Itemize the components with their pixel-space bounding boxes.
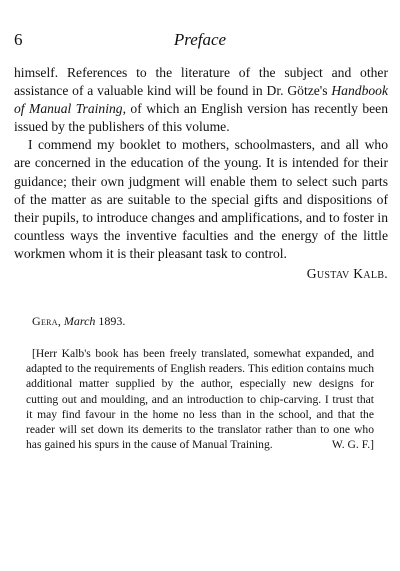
dateline-year: 1893. [95,314,126,328]
preface-body [14,64,388,283]
running-header [14,30,386,50]
author-signature: Gustav Kalb. [306,266,388,282]
paragraph-text-part: , of which an English version has recently been issued by the publishers of this volume. [14,101,389,135]
dateline-month: March [63,314,96,328]
translator-initials: W. G. F.] [331,438,374,452]
paragraph-text-part: himself. References to the literature of the subject and other assistance of a valuable kind will be found in Dr. Götze's [14,65,388,99]
translator-note-text: [Herr Kalb's book has been freely translated, somewhat expanded, and adapted to the requirements of English readers. This edition contains much additional matter supplied by the author, especially new designs for cutting out and moulding, and an introduction to chip-carving. I trust that it may find favour in the home no less than in the school, and that the reader will set down its demerits to the translator rather than to one who has gained his spurs in the cause of Manual Training. [26,347,374,452]
running-title: Preface [173,30,227,49]
translator-note [26,346,374,452]
dateline [32,314,125,329]
book-title-italic: Handbook of Manual Training [14,83,388,117]
dateline-separator: , [57,314,64,328]
page-number: 6 [14,30,23,49]
dateline-place: Gera [32,314,58,328]
paragraph-continuation [14,64,388,136]
paragraph-commendation: I commend my booklet to mothers, schoolmasters, and all who are concerned in the education of the young. It is intended for their guidance; their own judgment will enable them to select such parts of the matter as are suitable to the special gifts and dispositions of their pupils, to introduce changes and amplifications, and to foster in countless ways the inventive faculties and the energy of the little workmen whom it is their pleasant task to control. [14,137,388,261]
